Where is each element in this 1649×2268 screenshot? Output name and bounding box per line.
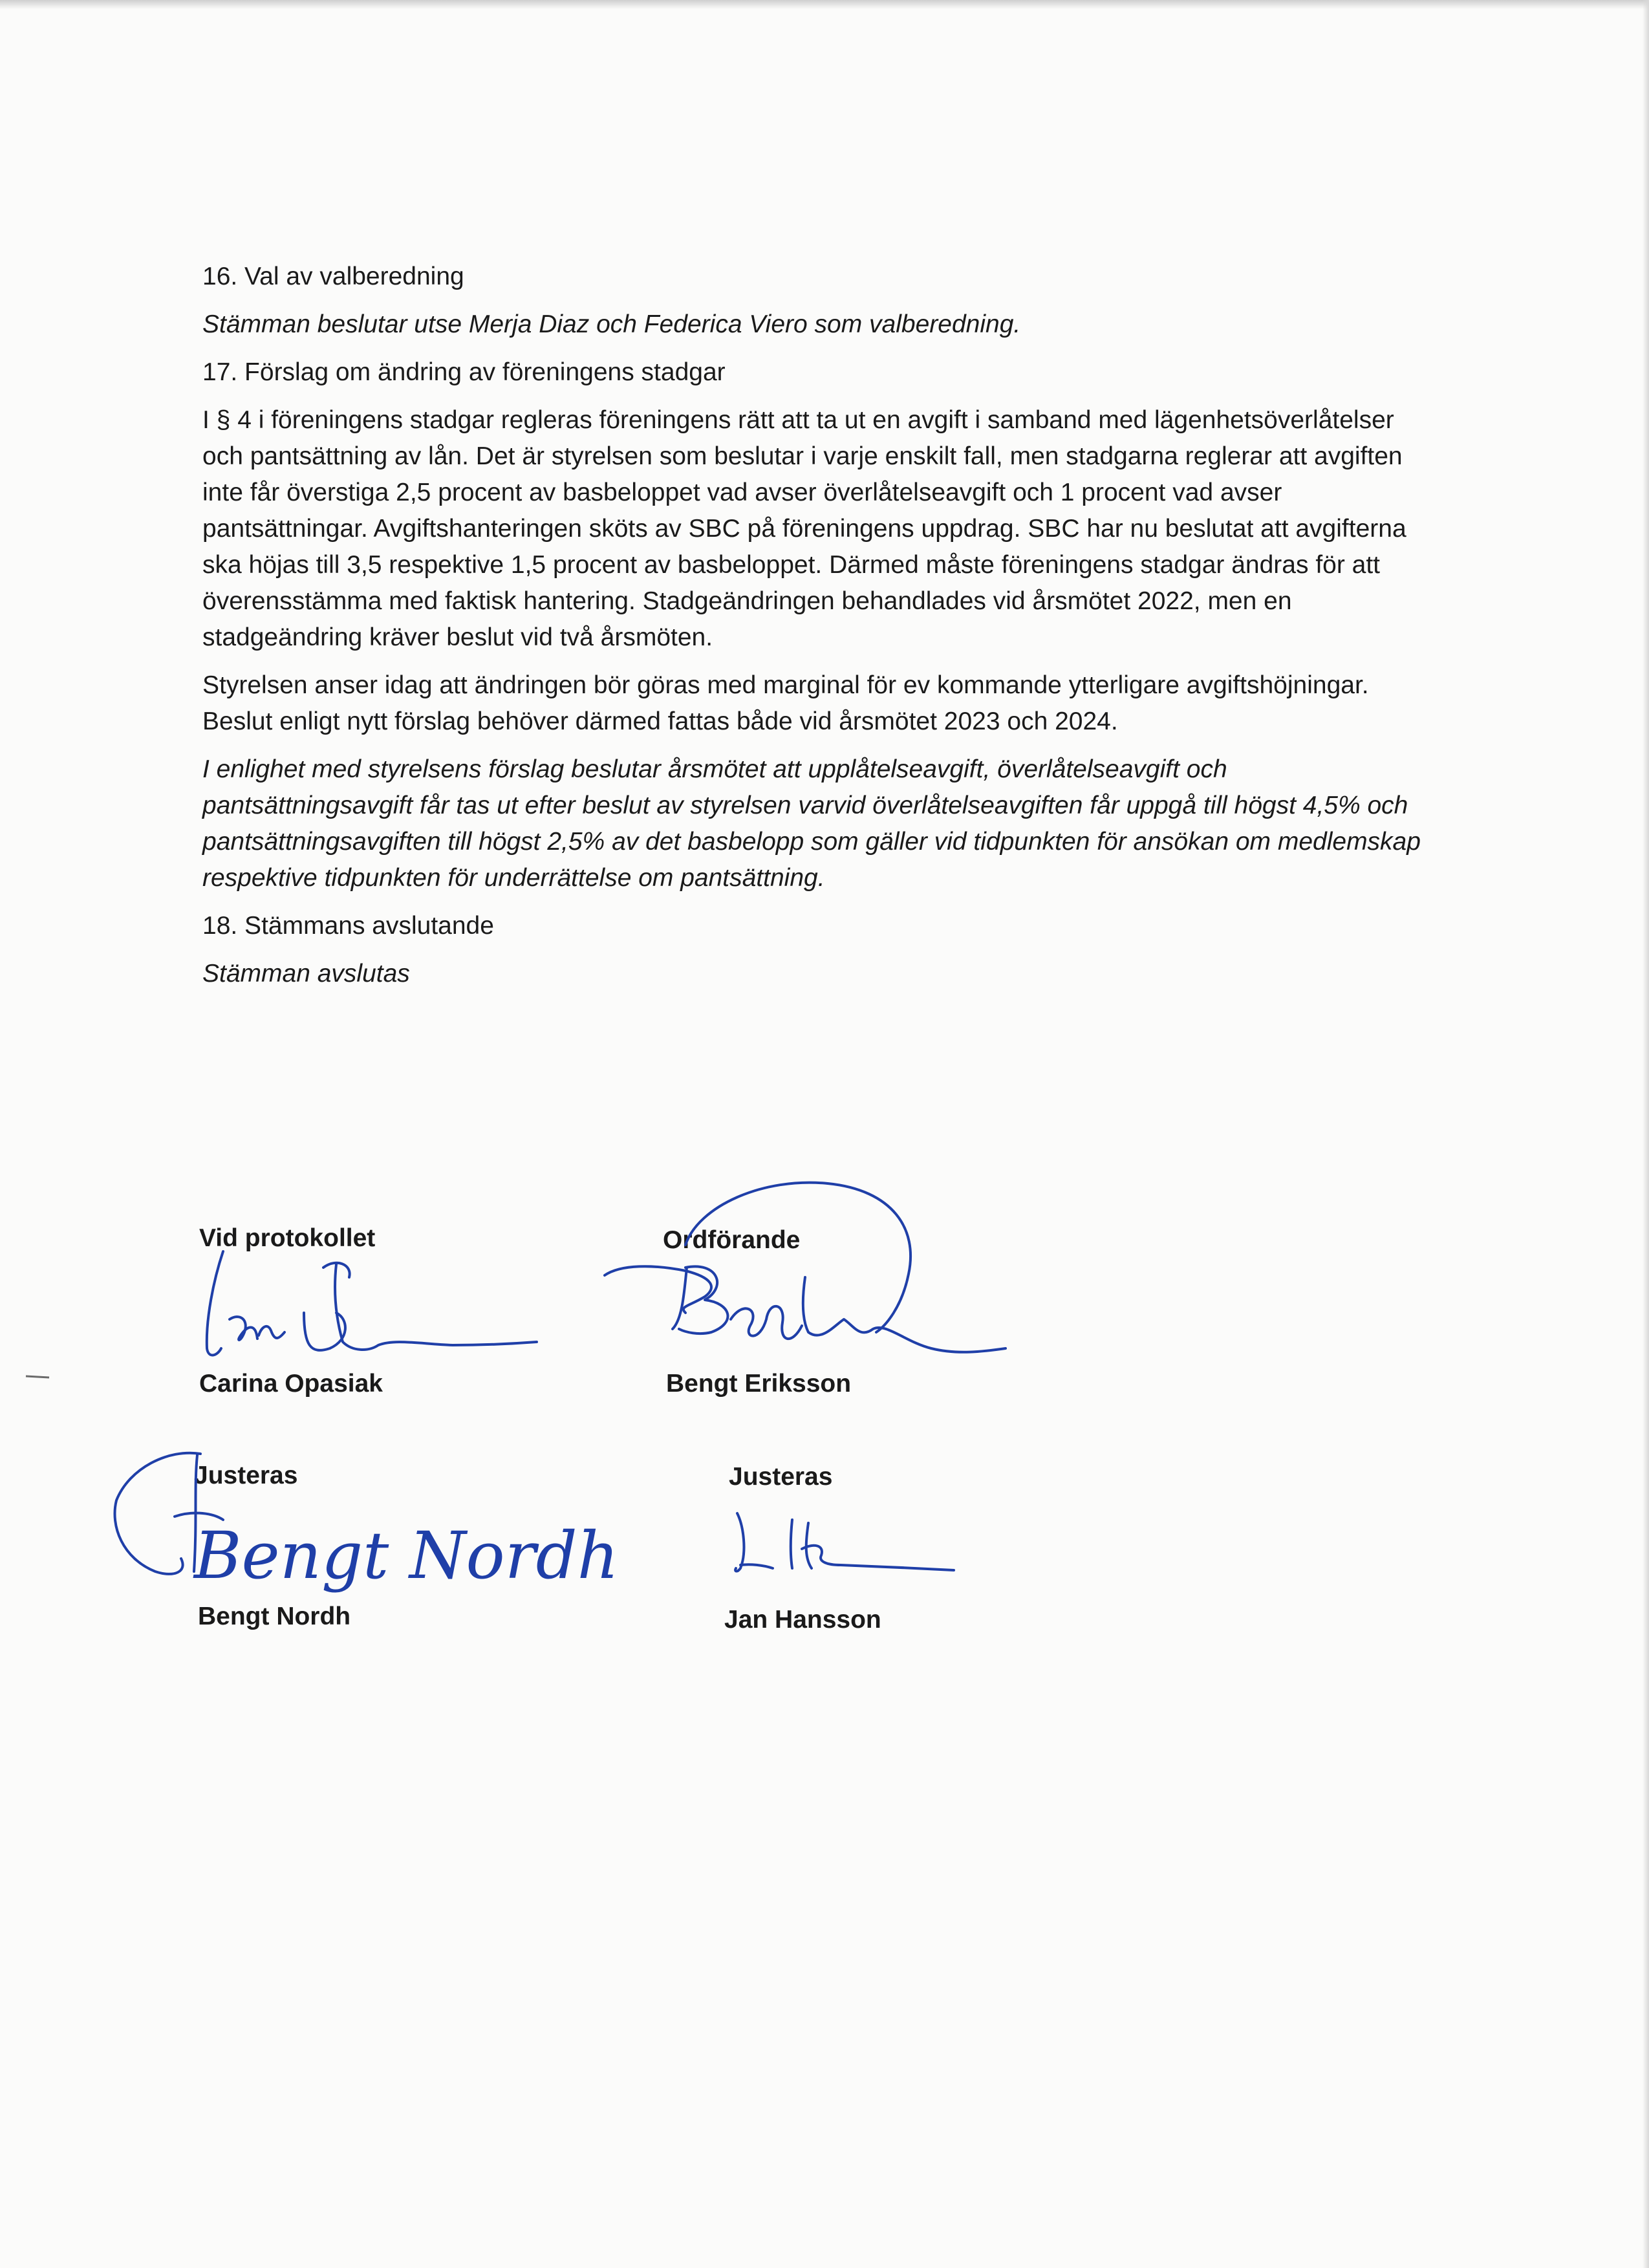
signature-bengt-nordh-handwriting: Bengt Nordh xyxy=(194,1518,619,1593)
signature-name-ordforande: Bengt Eriksson xyxy=(666,1370,852,1398)
section-17-decision: I enlighet med styrelsens förslag beslutar årsmötet att upplåtelseavgift, överlåtelseavgift och pantsättningsavgift får tas ut efter beslut av styrelsen varvid överlåtelseavgiften får uppgå till högst 4,5% och pantsättningsavgiften till högst 2,5% av det basbelopp som gäller vid tidpunkten för ansökan om medlemskap respektive tidpunkten för underrättelse om pantsättning. xyxy=(202,755,1421,892)
signature-name-protokoll: Carina Opasiak xyxy=(199,1370,383,1398)
section-17-heading: 17. Förslag om ändring av föreningens stadgar xyxy=(202,358,726,386)
section-17-paragraph-2: Styrelsen anser idag att ändringen bör göras med marginal för ev kommande ytterligare avgiftshöjningar. Beslut enligt nytt förslag behöver därmed fattas både vid årsmötet 2023 och 2024. xyxy=(202,671,1369,735)
signature-title-ordforande: Ordförande xyxy=(663,1226,801,1254)
section-18-heading: 18. Stämmans avslutande xyxy=(202,912,494,940)
signature-title-justeras-2: Justeras xyxy=(729,1463,833,1491)
section-16-decision: Stämman beslutar utse Merja Diaz och Federica Viero som valberedning. xyxy=(202,310,1021,338)
scan-edge-right xyxy=(1643,0,1649,2268)
signature-name-justeras-2: Jan Hansson xyxy=(724,1606,881,1634)
scan-speck xyxy=(25,1374,50,1379)
scan-edge-top xyxy=(0,0,1649,9)
signature-title-protokoll: Vid protokollet xyxy=(199,1224,376,1252)
signature-name-justeras-1: Bengt Nordh xyxy=(198,1603,351,1630)
section-16-heading: 16. Val av valberedning xyxy=(202,263,464,290)
signature-title-justeras-1: Justeras xyxy=(194,1462,298,1489)
minutes-body xyxy=(202,259,1431,1004)
section-18-decision: Stämman avslutas xyxy=(202,960,410,988)
section-17-paragraph-1: I § 4 i föreningens stadgar regleras föreningens rätt att ta ut en avgift i samband med lägenhetsöverlåtelser och pantsättning av lån. Det är styrelsen som beslutar i varje enskilt fall, men stadgarna reglerar att avgiften inte får överstiga 2,5 procent av basbeloppet vad avser överlåtelseavgift och 1 procent vad avser pantsättningar. Avgiftshanteringen sköts av SBC på föreningens uppdrag. SBC har nu beslutat att avgifterna ska höjas till 3,5 respektive 1,5 procent av basbeloppet. Därmed måste föreningens stadgar ändras för att överensstämma med faktisk hantering. Stadgeändringen behandlades vid årsmötet 2022, men en stadgeändring kräver beslut vid två årsmöten. xyxy=(202,406,1406,651)
